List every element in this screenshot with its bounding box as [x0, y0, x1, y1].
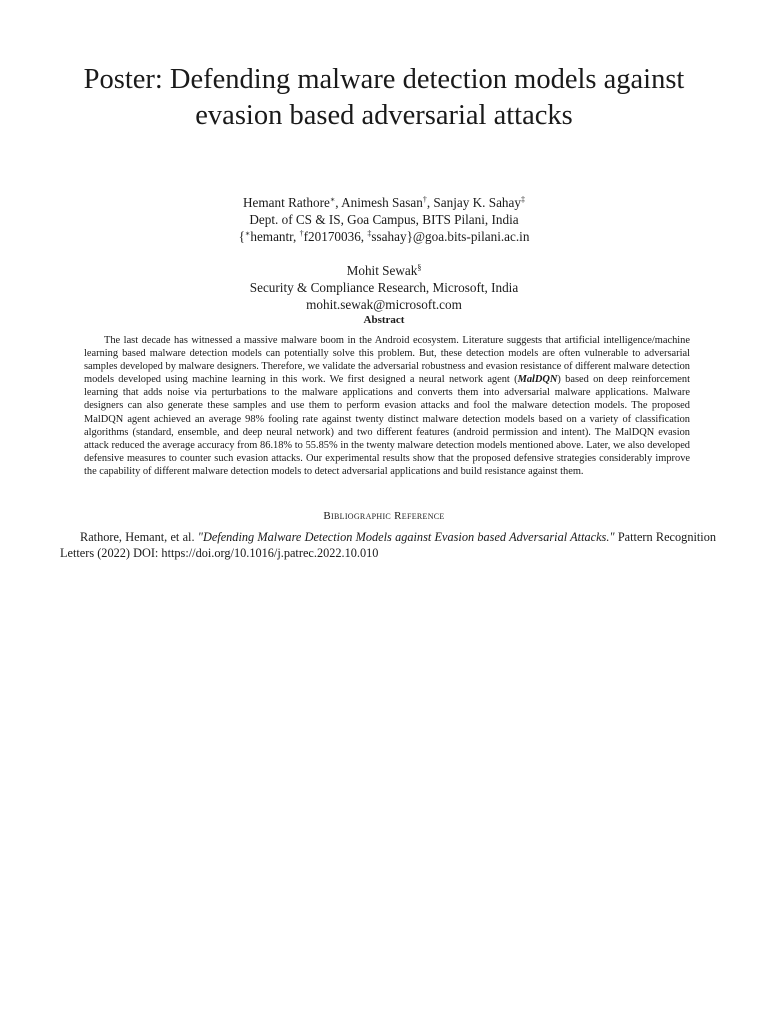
- author-name: Hemant Rathore: [243, 195, 330, 210]
- author-mark: †: [422, 195, 427, 204]
- author-block-2: [0, 262, 768, 313]
- bib-title: "Defending Malware Detection Models against Evasion based Adversarial Attacks.": [197, 530, 615, 544]
- email-user: hemantr,: [250, 229, 300, 244]
- author-name: Animesh Sasan: [341, 195, 423, 210]
- author-names: Hemant Rathore∗, Animesh Sasan†, Sanjay K. Sahay‡: [243, 195, 525, 210]
- email-user: f20170036,: [303, 229, 368, 244]
- email-mark: ∗: [244, 229, 251, 238]
- paper-title-line-1: Poster: Defending malware detection models against: [83, 64, 685, 95]
- bib-text: Rathore, Hemant, et al.: [80, 530, 198, 544]
- author-affiliation: Security & Compliance Research, Microsoft, India: [249, 280, 519, 295]
- bibliographic-reference: [60, 530, 716, 562]
- author-name: Mohit Sewak: [346, 263, 418, 278]
- abstract-emphasis: MalDQN: [517, 374, 558, 386]
- author-name: Sanjay K. Sahay: [433, 195, 521, 210]
- paper-title-line-2: evasion based adversarial attacks: [195, 100, 573, 131]
- abstract-text: The last decade has witnessed a massive malware boom in the Android ecosystem. Literature suggests that artificial intelligence/machine learning based malware detection models can potentially solve this problem. But, these detection models are often vulnerable to adversarial samples developed by malware designers. Therefore, we validate the adversarial robustness and evasion resistance of different malware detection models developed using machine learning in this work. We first designed a neural network agent (: [84, 335, 690, 386]
- abstract-heading: Abstract: [363, 314, 405, 326]
- email-mark: ‡: [367, 229, 372, 238]
- author-mark: ∗: [329, 195, 336, 204]
- abstract-body: [84, 334, 690, 478]
- abstract-text: ) based on deep reinforcement learning that adds noise via perturbations to the malware applications and converts them into adversarial malware applications. Malware designers can also generate these samples and use them to perform evasion attacks and fool the malware detection models. The proposed MalDQN agent achieved an average 98% fooling rate against twenty distinct malware detection models based on a variety of classification algorithms (standard, ensemble, and deep neural network) and two different features (android permission and intent). The MalDQN evasion attack reduced the average accuracy from 86.18% to 55.85% in the twenty malware detection models mentioned above. Later, we also developed defensive measures to counter such evasion attacks. Our experimental results show that the proposed defensive strategies considerably improve the capability of different malware detection models to detect adversarial applications and build resistance against them.: [84, 374, 690, 477]
- author-mark: ‡: [520, 195, 525, 204]
- author-mark: §: [417, 263, 422, 272]
- email-brace-open: {: [238, 229, 245, 244]
- email-mark: †: [299, 229, 304, 238]
- bibliographic-heading: Bibliographic Reference: [323, 510, 445, 522]
- paper-title: [0, 62, 768, 134]
- email-user: ssahay: [371, 229, 407, 244]
- bib-text: Pattern Recognition Letters (2022) DOI: https://doi.org/10.1016/j.patrec.2022.10.010: [60, 530, 717, 560]
- author-email: mohit.sewak@microsoft.com: [306, 297, 462, 312]
- author-block-1: [0, 194, 768, 245]
- author-emails: [0, 228, 768, 245]
- author-affiliation: Dept. of CS & IS, Goa Campus, BITS Pilani, India: [249, 212, 519, 227]
- author-names: [0, 262, 768, 279]
- email-domain: }@goa.bits-pilani.ac.in: [406, 229, 530, 244]
